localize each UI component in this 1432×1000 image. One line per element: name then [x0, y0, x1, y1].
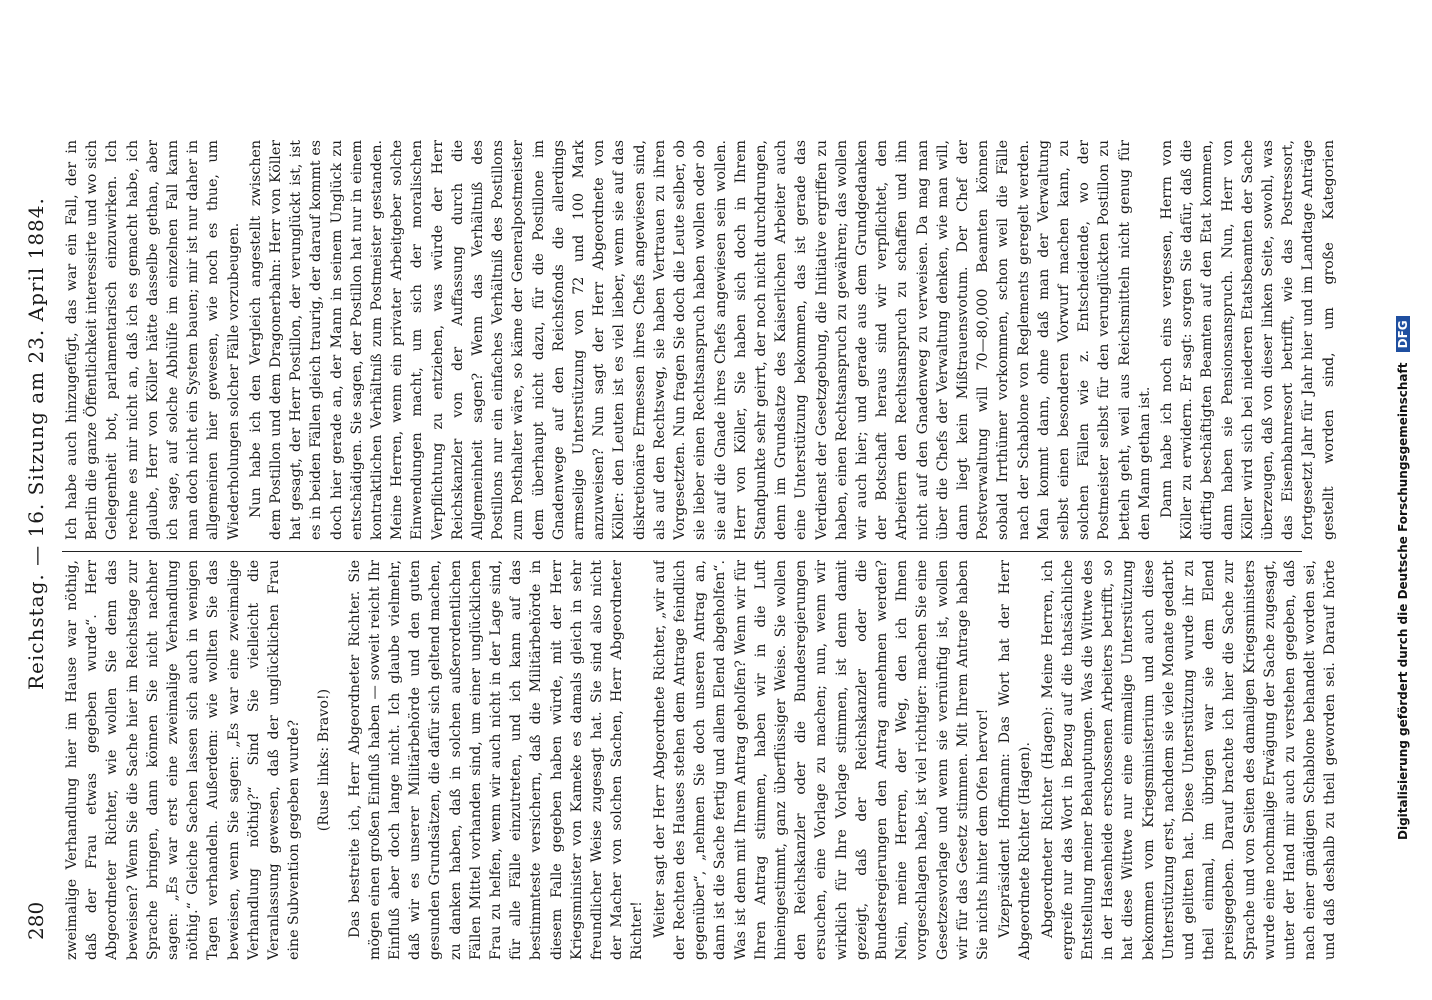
- paragraph: Das bestreite ich, Herr Abgeordneter Richter. Sie mögen einen großen Einfluß haben — soweit reicht Ihr Einfluß aber doch lange nicht. Ich glaube vielmehr, daß wir es unserer Militärbehörde und den guten gesunden Grundsätzen, die dafür sich geltend machen, zu danken haben, daß in solchen außerordentlichen Fällen Mittel vorhanden sind, um einer unglücklichen Frau zu helfen, wenn wir auch nicht in der Lage sind, für alle Fälle einzutreten, und ich kann auf das bestimmteste versichern, daß die Militärbehörde in diesem Falle gegeben haben würde, mit der Herr Kriegsminister von Kameke es damals gleich in sehr freundlicher Weise zugesagt hat. Sie sind also nicht der Macher von solchen Sachen, Herr Abgeordneter Richter!: [346, 560, 646, 960]
- interjection: (Ruse links: Bravo!): [316, 688, 333, 832]
- paragraph: Abgeordneter Richter (Hagen): Meine Herren, ich ergreife nur das Wort in Bezug auf die thatsächliche Entstellung meiner Behauptungen. Was die Wittwe des in der Hasenheide erschossenen Arbeiters betrifft, so hat diese Wittwe nur eine einmalige Unterstützung bekommen vom Kriegsministerium und auch diese Unterstützung erst, nachdem sie viele Monate gedarbt und gelitten hat. Diese Unterstützung wurde ihr zu theil einmal, im übrigen war sie dem Elend preisgegeben. Darauf brachte ich hier die Sache zur Sprache und von Seiten des damaligen Kriegsministers wurde eine nochmalige Erwägung der Sache zugesagt, unter der Hand mir auch zu verstehen gegeben, daß nach einer gnädigen Schablone behandelt worden sei, und daß deshalb zu theil geworden sei. Darauf hörte: [1039, 560, 1339, 960]
- paragraph: Weiter sagt der Herr Abgeordnete Richter, „wir auf der Rechten des Hauses stehen dem Antrage feindlich gegenüber“, „nehmen Sie doch unseren Antrag an, dann ist die Sache fertig und allem Elend abgeholfen“. Was ist denn mit Ihrem Antrag geholfen? Wenn wir für Ihren Antrag stimmen, haben wir in die Luft hineingestimmt, ganz überflüssiger Weise. Sie wollen den Reichskanzler oder die Bundesregierungen ersuchen, eine Vorlage zu machen; nun, wenn wir wirklich für Ihre Vorlage stimmen, ist denn damit gezeigt, daß der Reichskanzler oder die Bundesregierungen den Antrag annehmen werden? Nein, meine Herren, der Weg, den ich Ihnen vorgeschlagen habe, ist viel richtiger: machen Sie eine Gesetzesvorlage und wenn sie vernünftig ist, wollen wir für das Gesetz stimmen. Mit Ihrem Antrage haben Sie nichts hinter dem Ofen hervor!: [651, 560, 991, 960]
- column-divider: [62, 551, 1302, 552]
- digitization-text: Digitalisierung gefördert durch die Deutsche Forschungsgemeinschaft: [1396, 362, 1410, 840]
- paragraph: Ich habe auch hinzugefügt, das war ein Fall, der in Berlin die ganze Öffentlichkeit interessirte und wo sich Gelegenheit bot, parlamentarisch einzuwirken. Ich rechne es mir nicht an, daß ich es gemacht habe, ich glaube, Herr von Köller hätte dasselbe gethan, aber ich sage, auf solche Abhülfe im einzelnen Fall kann man doch nicht ein System bauen; mir ist nur daher in allgemeinen hier gewesen, wie noch es thue, um Wiederholungen solcher Fälle vorzubeugen.: [64, 140, 242, 540]
- running-head: [24, 180, 54, 940]
- digitization-note: [1396, 0, 1426, 840]
- left-text-column: [62, 560, 1342, 960]
- page-number: 280: [24, 901, 48, 940]
- right-text-column: [62, 140, 1342, 540]
- dfg-logo: DFG: [1396, 316, 1410, 352]
- page-header-title: Reichstag. — 16. Sitzung am 23. April 1884.: [24, 197, 48, 690]
- speaker-announcement: Vizepräsident Hoffmann: Das Wort hat der Herr Abgeordnete Richter (Hagen).: [997, 560, 1034, 960]
- paragraph: zweimalige Verhandlung hier im Hause war nöthig, daß der Frau etwas gegeben wurde“. Herr Abgeordneter Richter, wie wollen Sie denn das beweisen? Wenn Sie die Sache hier im Reichstage zur Sprache bringen, dann können Sie nicht nachher sagen: „Es war erst eine zweimalige Verhandlung nöthig.“ Gleiche Sachen lassen sich auch in wenigen Tagen verhandeln. Außerdem: wie wollten Sie das beweisen, wenn Sie sagen: „Es war eine zweimalige Verhandlung nöthig?“ Sind Sie vielleicht die Veranlassung gewesen, daß der unglücklichen Frau eine Subvention gegeben wurde?: [64, 560, 303, 960]
- paragraph: Dann habe ich noch eins vergessen, Herrn von Köller zu erwidern. Er sagt: sorgen Sie dafür, daß die dürftig beschäftigten Beamten auf den Etat kommen, dann haben sie Pensionsanspruch. Nun, Herr von Köller wird sich bei niederen Etatsbeamten der Sache überzeugen, daß von dieser linken Seite, sowohl, was das Eisenbahnresort betrifft, wie das Postressort, fortgesetzt Jahr für Jahr hier und im Landtage Anträge gestellt worden sind, um große Kategorien: [1158, 140, 1337, 540]
- paragraph: Nun habe ich den Vergleich angestellt zwischen dem Postillon und dem Dragonerbahn: Herr von Köller hat gesagt, der Herr Postillon, der verunglückt ist, ist es in beiden Fällen gleich traurig, der darauf kommt es doch hier gerade an, der Mann in seinem Unglück zu entschädigen. Sie sagen, der Postillon hat nur in einem kontraktlichen Verhältniß zum Postmeister gestanden. Meine Herren, wenn ein privater Arbeitgeber solche Einwendungen macht, um sich der moralischen Verpflichtung zu entziehen, was würde der Herr Reichskanzler von der Auffassung durch die Allgemeinheit sagen? Wenn das Verhältniß des Postillons nur ein einfaches Verhältniß des Postillons zum Posthalter wäre, so käme der Generalpostmeister dem überhaupt nicht dazu, für die Postillone im Gnadenwege auf den Reichsfonds die allerdings armselige Unterstützung von 72 und 100 Mark anzuweisen? Nun sagt der Herr Abgeordnete von Köller: den Leuten ist es viel lieber, wenn sie auf das diskretionäre Ermessen ihres Chefs angewiesen sind, als auf den Rechtsweg, sie haben Vertrauen zu ihren Vorgesetzten. Nun fragen Sie doch die Leute selber, ob sie lieber einen Rechtsanspruch haben wollen oder ob sie auf die Gnade ihres Chefs angewiesen sein wollen. Herr von Köller, Sie haben sich doch in Ihrem Standpunkte sehr geirrt, der noch nicht durchdrungen, denn im Grundsatze des Kaiserlichen Arbeiter auch eine Unterstützung bekommen, das ist gerade das Verdienst der Gesetzgebung, die Initiative ergriffen zu haben, einen Rechtsanspruch zu gewähren; das wollen wir auch hier; und gerade aus dem Grundgedanken der Botschaft heraus sind wir verpflichtet, den Arbeitern den Rechtsanspruch zu schaffen und ihn nicht auf den Gnadenweg zu verweisen. Da mag man über die Chefs der Verwaltung denken, wie man will, dann liegt kein Mißtrauensvotum. Der Chef der Postverwaltung will 70—80,000 Beamten können sobald Irrthümer vorkommen, schon weil die Fälle nach der Schablone von Reglements geregelt werden. Man kommt dann, ohne daß man der Verwaltung selbst einen besonderen Vorwurf machen kann, zu solchen Fällen wie z. Entscheidende, wo der Postmeister selbst für den verunglückten Postillon zu betteln geht, weil aus Reichsmitteln nicht genug für den Mann gethan ist.: [247, 140, 1153, 540]
